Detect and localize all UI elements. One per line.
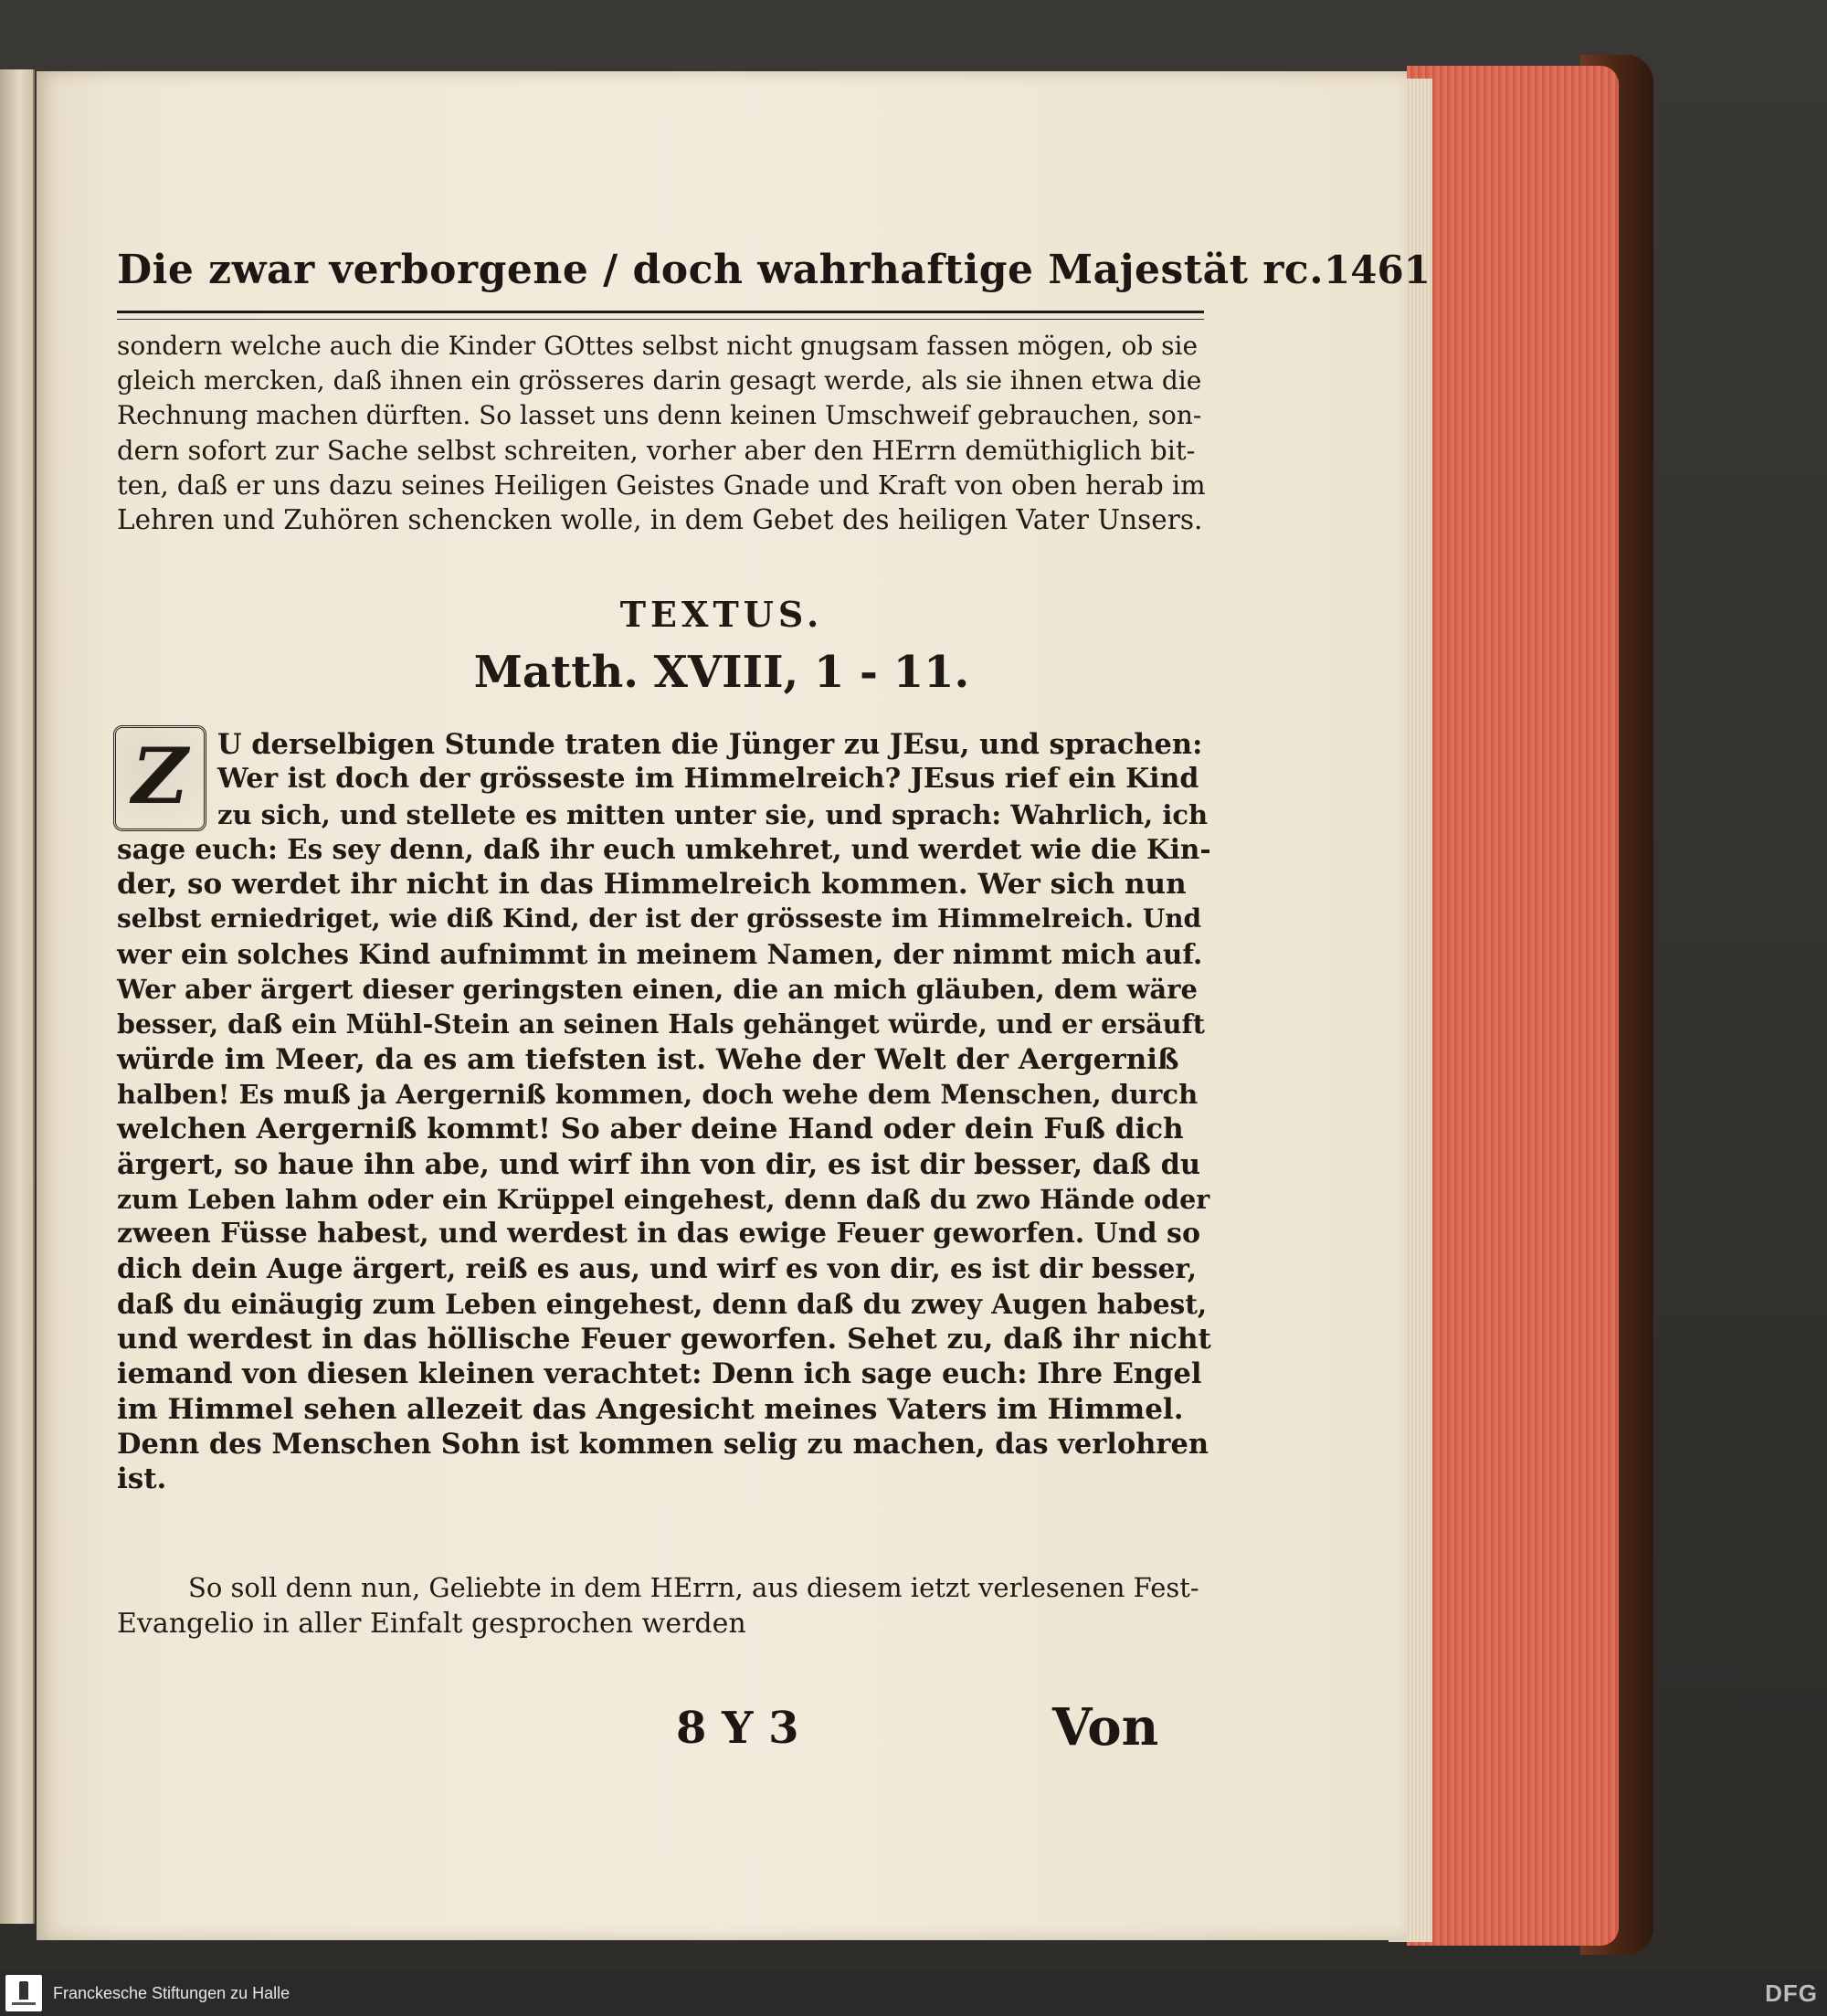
scripture-line: wer ein solches Kind aufnimmt in meinem Namen, der nimmt mich auf.	[117, 937, 1203, 970]
red-fore-edge	[1407, 66, 1619, 1946]
scripture-line: U derselbigen Stunde traten die Jünger zu JEsu, und sprachen:	[217, 728, 1203, 761]
scripture-line: zween Füsse habest, und werdest in das ewige Feuer geworfen. Und so	[117, 1218, 1200, 1251]
closing-paragraph	[117, 1569, 1213, 1642]
intro-line: sondern welche auch die Kinder GOttes selbst nicht gnugsam fassen mögen, ob sie	[117, 331, 1199, 361]
scripture-line: Wer aber ärgert dieser geringsten einen, die an mich gläuben, dem wäre	[117, 974, 1198, 1006]
closing-line: So soll denn nun, Geliebte in dem HErrn, aus diesem ietzt verlesenen Fest-	[188, 1572, 1199, 1603]
closing-line: Evangelio in aller Einfalt gesprochen werden	[117, 1608, 746, 1640]
intro-line: Rechnung machen dürften. So lasset uns denn keinen Umschweif gebrauchen, son-	[117, 400, 1202, 430]
scripture-line: daß du einäugig zum Leben eingehest, denn daß du zwey Augen habest,	[117, 1287, 1208, 1320]
scripture-line: Wer ist doch der grösseste im Himmelreich? JEsus rief ein Kind	[217, 763, 1199, 796]
book-page	[37, 71, 1431, 1940]
scripture-line: dich dein Auge ärgert, reiß es aus, und wirf es von dir, es ist dir besser,	[117, 1252, 1198, 1285]
drop-initial: Z	[113, 725, 206, 831]
scripture-line: zum Leben lahm oder ein Krüppel eingehest, denn daß du zwo Hände oder	[117, 1183, 1210, 1215]
page-number: 1461	[1324, 248, 1431, 292]
scripture-line: selbst erniedriget, wie diß Kind, der ist der grösseste im Himmelreich. Und	[117, 903, 1202, 934]
scripture-line: im Himmel sehen allezeit das Angesicht meines Vaters im Himmel.	[117, 1392, 1184, 1426]
scripture-line: zu sich, und stellete es mitten unter sie, und sprach: Wahrlich, ich	[217, 798, 1209, 830]
scripture-line: halben! Es muß ja Aergerniß kommen, doch wehe dem Menschen, durch	[117, 1078, 1199, 1110]
catchword: Von	[1052, 1697, 1159, 1757]
scripture-reference: Matth. XVIII, 1 - 11.	[473, 647, 970, 698]
page-header	[117, 247, 1431, 293]
scripture-line: iemand von diesen kleinen verachtet: Denn ich sage euch: Ihre Engel	[117, 1357, 1202, 1391]
intro-line: dern sofort zur Sache selbst schreiten, vorher aber den HErrn demüthiglich bit-	[117, 435, 1196, 466]
franckesche-stiftungen-logo-icon	[5, 1975, 42, 2011]
scripture-line: welchen Aergerniß kommt! So aber deine Hand oder dein Fuß dich	[117, 1113, 1184, 1146]
institution-name: Franckesche Stiftungen zu Halle	[53, 1983, 290, 2002]
scripture-line: der, so werdet ihr nicht in das Himmelreich kommen. Wer sich nun	[117, 868, 1187, 902]
scripture-line: ärgert, so haue ihn abe, und wirf ihn von dir, es ist dir besser, daß du	[117, 1147, 1201, 1181]
header-rule	[117, 311, 1204, 320]
previous-page-edge	[0, 69, 35, 1924]
scripture-line: und werdest in das höllische Feuer geworfen. Sehet zu, daß ihr nicht	[117, 1323, 1211, 1356]
signature-mark: 8 Y 3	[676, 1703, 799, 1754]
scripture-line: Denn des Menschen Sohn ist kommen selig zu machen, das verlohren	[117, 1427, 1209, 1461]
scripture-line: sage euch: Es sey denn, daß ihr euch umkehret, und werdet wie die Kin-	[117, 832, 1211, 865]
dfg-logo: DFG	[1765, 1979, 1818, 2007]
intro-line: gleich mercken, daß ihnen ein grösseres darin gesagt werde, als sie ihnen etwa die	[117, 365, 1202, 396]
scripture-text	[117, 727, 1213, 1497]
scripture-line: ist.	[117, 1462, 167, 1496]
running-head: Die zwar verborgene / doch wahrhaftige Majestät rc.	[117, 247, 1325, 293]
intro-line: ten, daß er uns dazu seines Heiligen Geistes Gnade und Kraft von oben herab im	[117, 470, 1206, 501]
scripture-line: besser, daß ein Mühl-Stein an seinen Hals gehänget würde, und er ersäuft	[117, 1008, 1205, 1040]
intro-line: Lehren und Zuhören schencken wolle, in dem Gebet des heiligen Vater Unsers.	[117, 504, 1203, 535]
textus-heading: TEXTUS.	[619, 594, 824, 635]
scripture-line: würde im Meer, da es am tiefsten ist. Wehe der Welt der Aergerniß	[117, 1042, 1179, 1076]
viewer-footer	[0, 1970, 1827, 2016]
intro-paragraph	[117, 329, 1213, 537]
